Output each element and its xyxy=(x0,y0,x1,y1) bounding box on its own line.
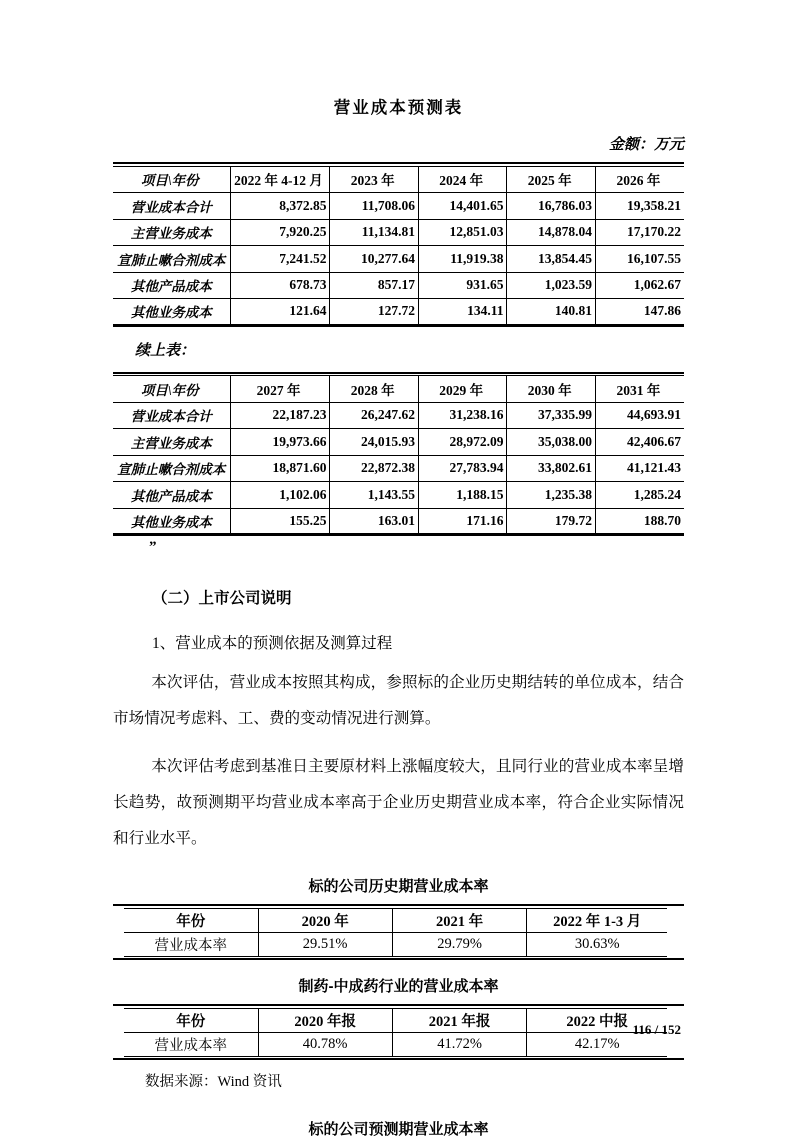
header-cell: 年份 xyxy=(124,1008,258,1032)
header-cell: 2022 年 1-3 月 xyxy=(527,908,667,932)
value-cell: 19,973.66 xyxy=(230,429,330,456)
header-cell: 2021 年报 xyxy=(392,1008,527,1032)
value-cell: 121.64 xyxy=(230,299,330,326)
value-cell: 127.72 xyxy=(330,299,419,326)
cost-forecast-table-part1-wrap xyxy=(113,162,684,327)
value-cell: 155.25 xyxy=(230,508,330,535)
value-cell: 40.78% xyxy=(258,1032,392,1056)
value-cell: 19,358.21 xyxy=(595,193,684,220)
value-cell: 134.11 xyxy=(418,299,507,326)
header-cell: 年份 xyxy=(124,908,258,932)
table-row xyxy=(113,219,684,246)
value-cell: 33,802.61 xyxy=(507,455,596,482)
table-row xyxy=(113,299,684,326)
paragraph-cost-trend: 本次评估考虑到基准日主要原材料上涨幅度较大，且同行业的营业成本率呈增长趋势，故预测期平均营业成本率高于企业历史期营业成本率，符合企业实际情况和行业水平。 xyxy=(113,758,684,847)
value-cell: 12,851.03 xyxy=(418,219,507,246)
row-label-cell: 营业成本合计 xyxy=(113,193,230,220)
header-cell: 2020 年 xyxy=(258,908,392,932)
value-cell: 22,187.23 xyxy=(230,402,330,429)
value-cell: 1,102.06 xyxy=(230,482,330,509)
table-header-row xyxy=(124,908,667,932)
table-row xyxy=(113,193,684,220)
header-cell: 2030 年 xyxy=(507,376,596,403)
table-row xyxy=(113,402,684,429)
header-cell: 2022 年 4-12 月 xyxy=(230,166,330,193)
table-row xyxy=(113,508,684,535)
row-label-cell: 营业成本合计 xyxy=(113,402,230,429)
header-cell: 2023 年 xyxy=(330,166,419,193)
data-source-note: 数据来源：Wind 资讯 xyxy=(145,1074,282,1090)
value-cell: 1,062.67 xyxy=(595,272,684,299)
value-cell: 41,121.43 xyxy=(595,455,684,482)
industry-rate-table-wrap xyxy=(113,1004,684,1060)
unit-note: 金额：万元 xyxy=(608,137,684,153)
value-cell: 14,401.65 xyxy=(418,193,507,220)
table-row xyxy=(113,246,684,273)
cost-forecast-table-part2 xyxy=(113,375,684,536)
table-header-row xyxy=(124,1008,667,1032)
header-cell: 项目\年份 xyxy=(113,376,230,403)
continued-table-label: 续上表： xyxy=(135,342,196,359)
header-cell: 2020 年报 xyxy=(258,1008,392,1032)
value-cell: 13,854.45 xyxy=(507,246,596,273)
value-cell: 27,783.94 xyxy=(418,455,507,482)
value-cell: 35,038.00 xyxy=(507,429,596,456)
value-cell: 17,170.22 xyxy=(595,219,684,246)
value-cell: 42.17% xyxy=(527,1032,667,1056)
header-cell: 2022 中报 xyxy=(527,1008,667,1032)
value-cell: 28,972.09 xyxy=(418,429,507,456)
value-cell: 10,277.64 xyxy=(330,246,419,273)
value-cell: 857.17 xyxy=(330,272,419,299)
value-cell: 140.81 xyxy=(507,299,596,326)
value-cell: 26,247.62 xyxy=(330,402,419,429)
row-label-cell: 宣肺止嗽合剂成本 xyxy=(113,455,230,482)
table-row xyxy=(113,272,684,299)
row-label-cell: 营业成本率 xyxy=(124,932,258,956)
value-cell: 11,919.38 xyxy=(418,246,507,273)
value-cell: 171.16 xyxy=(418,508,507,535)
table-header-row xyxy=(113,376,684,403)
table-row xyxy=(113,455,684,482)
historical-rate-table xyxy=(124,908,667,957)
value-cell: 1,188.15 xyxy=(418,482,507,509)
value-cell: 147.86 xyxy=(595,299,684,326)
cost-forecast-table-part2-wrap xyxy=(113,372,684,537)
value-cell: 30.63% xyxy=(527,932,667,956)
value-cell: 11,134.81 xyxy=(330,219,419,246)
value-cell: 1,235.38 xyxy=(507,482,596,509)
sub-heading: 1、营业成本的预测依据及测算过程 xyxy=(152,635,393,652)
value-cell: 1,285.24 xyxy=(595,482,684,509)
header-cell: 2025 年 xyxy=(507,166,596,193)
row-label-cell: 其他产品成本 xyxy=(113,482,230,509)
value-cell: 14,878.04 xyxy=(507,219,596,246)
value-cell: 8,372.85 xyxy=(230,193,330,220)
value-cell: 16,786.03 xyxy=(507,193,596,220)
table-row xyxy=(124,932,667,956)
value-cell: 37,335.99 xyxy=(507,402,596,429)
row-label-cell: 营业成本率 xyxy=(124,1032,258,1056)
value-cell: 31,238.16 xyxy=(418,402,507,429)
section-heading: （二）上市公司说明 xyxy=(152,590,292,607)
cost-forecast-table-part1 xyxy=(113,166,684,327)
historical-rate-table-wrap xyxy=(113,904,684,960)
value-cell: 7,241.52 xyxy=(230,246,330,273)
value-cell: 29.79% xyxy=(392,932,527,956)
value-cell: 42,406.67 xyxy=(595,429,684,456)
value-cell: 41.72% xyxy=(392,1032,527,1056)
value-cell: 11,708.06 xyxy=(330,193,419,220)
page-number: 116 / 152 xyxy=(632,1022,681,1037)
header-cell: 项目\年份 xyxy=(113,166,230,193)
header-cell: 2024 年 xyxy=(418,166,507,193)
table-row xyxy=(113,482,684,509)
value-cell: 7,920.25 xyxy=(230,219,330,246)
header-cell: 2026 年 xyxy=(595,166,684,193)
historical-rate-caption: 标的公司历史期营业成本率 xyxy=(308,878,489,895)
value-cell: 1,023.59 xyxy=(507,272,596,299)
row-label-cell: 其他业务成本 xyxy=(113,508,230,535)
row-label-cell: 其他业务成本 xyxy=(113,299,230,326)
value-cell: 179.72 xyxy=(507,508,596,535)
paragraph-cost-basis: 本次评估，营业成本按照其构成，参照标的企业历史期结转的单位成本，结合市场情况考虑料、工、费的变动情况进行测算。 xyxy=(113,674,684,727)
value-cell: 1,143.55 xyxy=(330,482,419,509)
table-row xyxy=(124,1032,667,1056)
doc-title: 营业成本预测表 xyxy=(333,98,464,117)
header-cell: 2027 年 xyxy=(230,376,330,403)
header-cell: 2021 年 xyxy=(392,908,527,932)
row-label-cell: 主营业务成本 xyxy=(113,429,230,456)
value-cell: 16,107.55 xyxy=(595,246,684,273)
value-cell: 188.70 xyxy=(595,508,684,535)
header-cell: 2029 年 xyxy=(418,376,507,403)
table-row xyxy=(113,429,684,456)
closing-quote: ” xyxy=(149,539,157,555)
table-header-row xyxy=(113,166,684,193)
header-cell: 2028 年 xyxy=(330,376,419,403)
value-cell: 163.01 xyxy=(330,508,419,535)
row-label-cell: 宣肺止嗽合剂成本 xyxy=(113,246,230,273)
value-cell: 18,871.60 xyxy=(230,455,330,482)
value-cell: 29.51% xyxy=(258,932,392,956)
value-cell: 678.73 xyxy=(230,272,330,299)
value-cell: 22,872.38 xyxy=(330,455,419,482)
value-cell: 44,693.91 xyxy=(595,402,684,429)
industry-rate-table xyxy=(124,1008,667,1057)
value-cell: 24,015.93 xyxy=(330,429,419,456)
row-label-cell: 主营业务成本 xyxy=(113,219,230,246)
row-label-cell: 其他产品成本 xyxy=(113,272,230,299)
forecast-rate-caption: 标的公司预测期营业成本率 xyxy=(308,1121,489,1138)
header-cell: 2031 年 xyxy=(595,376,684,403)
industry-rate-caption: 制药-中成药行业的营业成本率 xyxy=(298,978,499,995)
value-cell: 931.65 xyxy=(418,272,507,299)
